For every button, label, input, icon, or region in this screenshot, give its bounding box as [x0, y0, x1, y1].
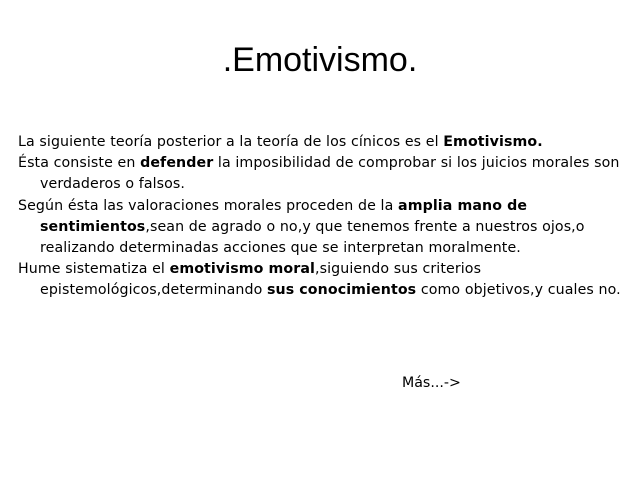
text-run: como objetivos,y cuales no.: [416, 282, 621, 299]
slide-title: .Emotivismo.: [222, 41, 418, 79]
bold-term-sentimientos: amplia mano de sentimientos: [40, 197, 528, 235]
text-run: la imposibilidad de comprobar si los juicios morales son verdaderos o falsos.: [40, 155, 620, 193]
slide-body: [18, 132, 628, 302]
bold-term-emotivismo: Emotivismo.: [443, 134, 543, 150]
paragraph-emotivismo-intro: [18, 132, 628, 153]
text-run: ,siguiendo sus criterios epistemológicos,determinando: [40, 261, 482, 299]
paragraph-hume: [18, 259, 628, 301]
bold-term-conocimientos: sus conocimientos: [266, 282, 417, 299]
text-run: La siguiente teoría posterior a la teoría de los cínicos es el: [18, 134, 444, 150]
bold-term-defender: defender: [140, 155, 214, 172]
text-run: Ésta consiste en: [18, 155, 141, 172]
more-link[interactable]: Más...->: [402, 375, 461, 391]
paragraph-definition: [18, 153, 628, 195]
text-run: Hume sistematiza el: [18, 261, 170, 278]
text-run: Según ésta las valoraciones morales proceden de la: [18, 197, 399, 214]
bold-term-emotivismo-moral: emotivismo moral: [169, 261, 315, 278]
paragraph-valoraciones: [18, 196, 628, 260]
text-run: ,sean de agrado o no,y que tenemos frente a nuestros ojos,o realizando determinadas acciones que se interpretan moralmente.: [40, 218, 585, 257]
